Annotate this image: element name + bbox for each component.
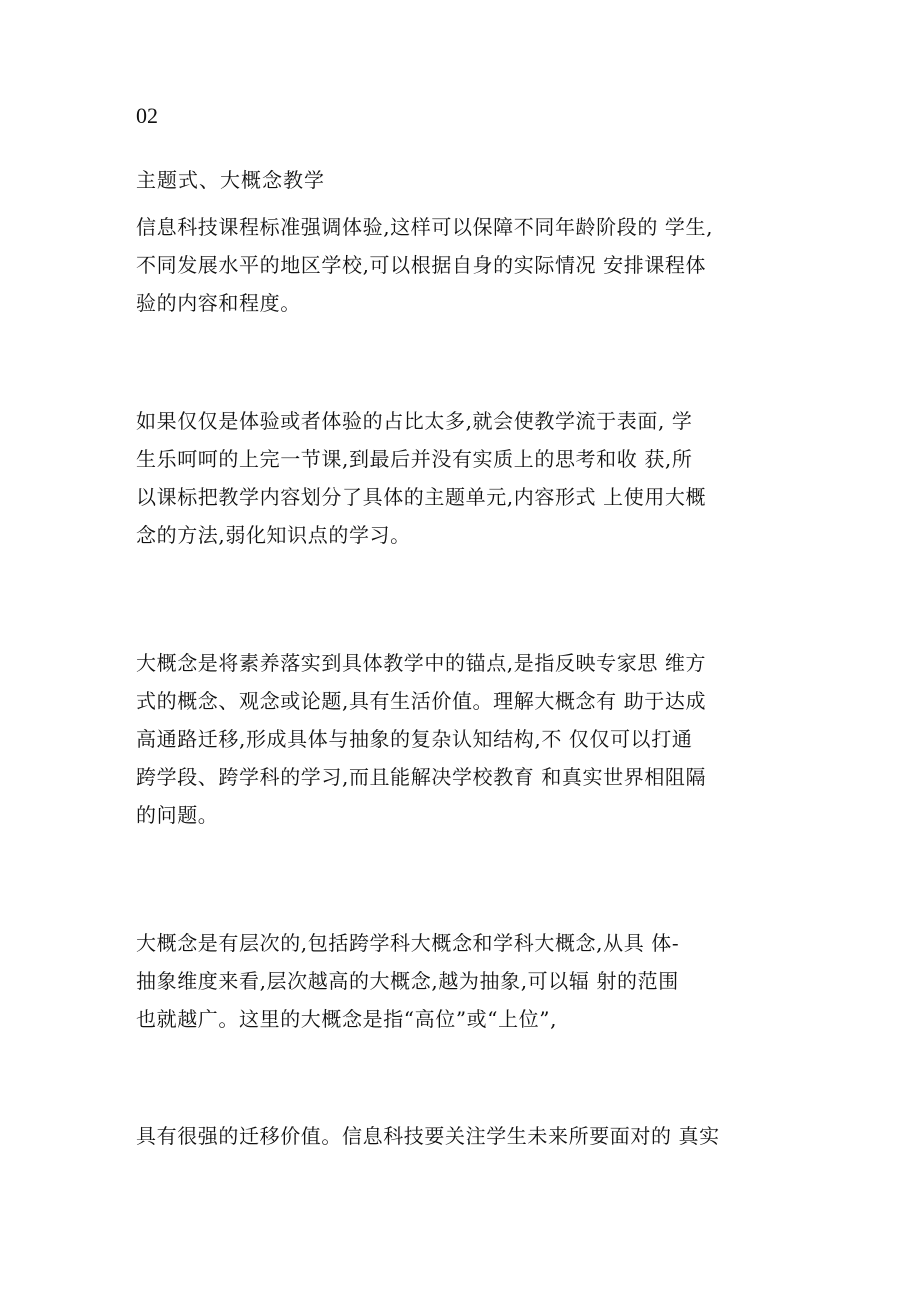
paragraph-line: 大概念是有层次的,包括跨学科大概念和学科大概念,从具 体-	[136, 931, 680, 955]
paragraph-line: 信息科技课程标准强调体验,这样可以保障不同年龄阶段的 学生,	[136, 215, 714, 239]
paragraph-line: 也就越广。这里的大概念是指“高位”或“上位”,	[136, 1007, 558, 1031]
section-heading: 主题式、大概念教学	[136, 168, 325, 192]
paragraph-line: 高通路迁移,形成具体与抽象的复杂认知结构,不 仅仅可以打通	[136, 727, 693, 751]
paragraph-line: 式的概念、观念或论题,具有生活价值。理解大概念有 助于达成	[136, 689, 707, 713]
paragraph-line: 以课标把教学内容划分了具体的主题单元,内容形式 上使用大概	[136, 485, 707, 509]
paragraph-line: 不同发展水平的地区学校,可以根据自身的实际情况 安排课程体	[136, 253, 707, 277]
paragraph-line: 大概念是将素养落实到具体教学中的锚点,是指反映专家思 维方	[136, 651, 707, 675]
paragraph-2	[136, 402, 796, 554]
paragraph-5	[136, 1117, 796, 1155]
paragraph-line: 生乐呵呵的上完一节课,到最后并没有实质上的思考和收 获,所	[136, 447, 693, 471]
paragraph-1	[136, 208, 796, 322]
paragraph-line: 的问题。	[136, 803, 219, 827]
paragraph-line: 抽象维度来看,层次越高的大概念,越为抽象,可以辐 射的范围	[136, 969, 679, 993]
paragraph-line: 验的内容和程度。	[136, 291, 301, 315]
paragraph-line: 具有很强的迁移价值。信息科技要关注学生未来所要面对的 真实	[136, 1124, 720, 1148]
section-number: 02	[136, 103, 158, 128]
paragraph-line: 念的方法,弱化知识点的学习。	[136, 523, 411, 547]
paragraph-4	[136, 924, 796, 1038]
paragraph-line: 如果仅仅是体验或者体验的占比太多,就会使教学流于表面, 学	[136, 409, 693, 433]
paragraph-line: 跨学段、跨学科的学习,而且能解决学校教育 和真实世界相阻隔	[136, 765, 707, 789]
paragraph-3	[136, 644, 796, 834]
